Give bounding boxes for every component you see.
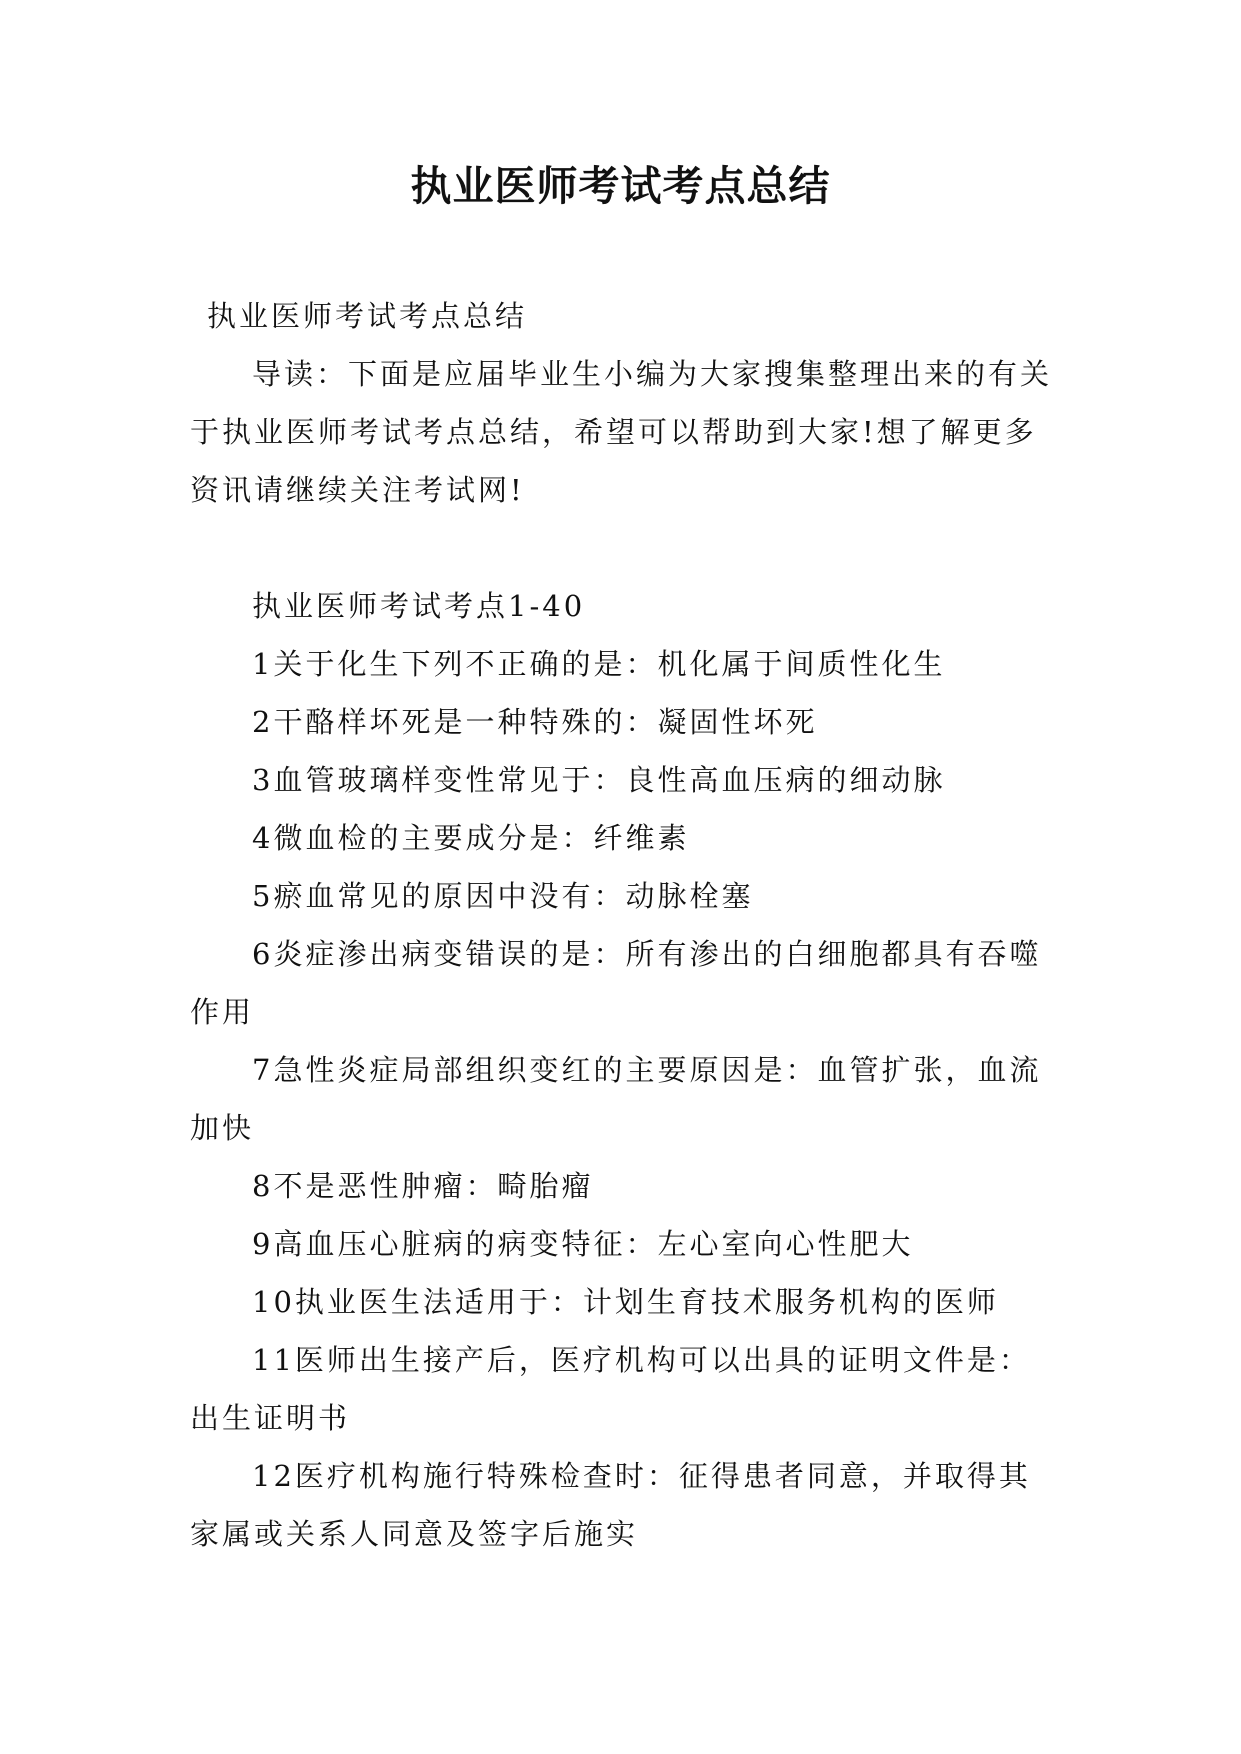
exam-point-item: 2干酪样坏死是一种特殊的：凝固性坏死: [252, 705, 818, 739]
exam-point-item: 5瘀血常见的原因中没有：动脉栓塞: [252, 879, 754, 913]
document-subtitle: 执业医师考试考点总结: [207, 299, 528, 333]
exam-point-item: 3血管玻璃样变性常见于：良性高血压病的细动脉: [252, 763, 946, 797]
exam-point-item: 1关于化生下列不正确的是：机化属于间质性化生: [252, 647, 946, 681]
exam-point-item: 9高血压心脏病的病变特征：左心室向心性肥大: [252, 1227, 914, 1261]
intro-paragraph: 导读：下面是应届毕业生小编为大家搜集整理出来的有关于执业医师考试考点总结，希望可以帮助到大家!想了解更多资讯请继续关注考试网!: [190, 357, 1053, 507]
paragraph-spacer: [190, 519, 1054, 577]
document-body: [190, 287, 1054, 1563]
exam-point-item: 8不是恶性肿瘤：畸胎瘤: [252, 1169, 594, 1203]
exam-point-item: 12医疗机构施行特殊检查时：征得患者同意，并取得其家属或关系人同意及签字后施实: [190, 1459, 1031, 1551]
exam-point-item: 10执业医生法适用于：计划生育技术服务机构的医师: [252, 1285, 999, 1319]
document-title: 执业医师考试考点总结: [410, 162, 831, 210]
exam-point-item: 7急性炎症局部组织变红的主要原因是：血管扩张，血流加快: [190, 1053, 1042, 1145]
exam-point-item: 6炎症渗出病变错误的是：所有渗出的白细胞都具有吞噬作用: [190, 937, 1042, 1029]
section-heading: 执业医师考试考点1-40: [252, 589, 586, 623]
exam-point-item: 11医师出生接产后，医疗机构可以出具的证明文件是：出生证明书: [190, 1343, 1031, 1435]
exam-point-item: 4微血检的主要成分是：纤维素: [252, 821, 690, 855]
